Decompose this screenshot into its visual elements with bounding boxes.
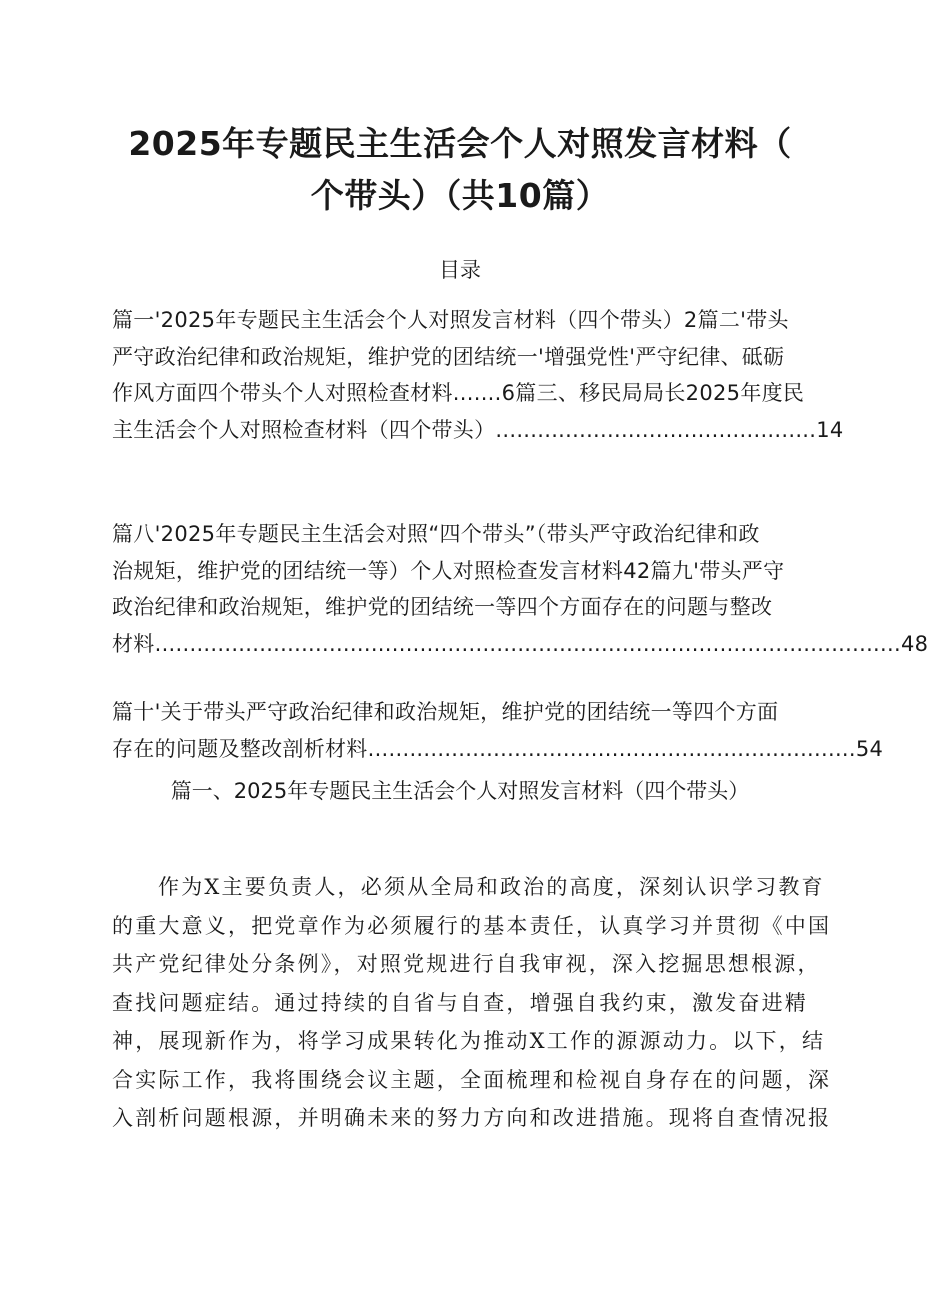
toc-line[interactable]: 材料...........................................................................................................48 <box>112 631 928 656</box>
toc-entry-group-1 <box>112 302 844 448</box>
toc-line[interactable]: 政治纪律和政治规矩，维护党的团结统一等四个方面存在的问题与整改 <box>112 595 773 619</box>
toc-line[interactable]: 严守政治纪律和政治规矩，维护党的团结统一'增强党性'严守纪律、砥砺 <box>112 344 785 369</box>
toc-line[interactable]: 作风方面四个带头个人对照检查材料.......6篇三、移民局局长2025年度民 <box>112 381 805 405</box>
body-line: 入剖析问题根源，并明确未来的努力方向和改进措施。现将自查情况报 <box>112 1106 832 1130</box>
body-line: 合实际工作，我将围绕会议主题，全面梳理和检视自身存在的问题，深 <box>112 1067 832 1092</box>
toc-entry-group-2 <box>112 516 928 662</box>
title-line-2: 个带头）（共10篇） <box>310 176 610 215</box>
toc-line[interactable]: 主生活会个人对照检查材料（四个带头）..............................................14 <box>112 417 844 442</box>
toc-heading: 目录 <box>439 258 481 282</box>
toc-line[interactable]: 治规矩，维护党的团结统一等）个人对照检查发言材料42篇九'带头严守 <box>112 558 785 583</box>
body-line: 的重大意义，把党章作为必须履行的基本责任，认真学习并贯彻《中国 <box>112 913 832 938</box>
title-line-1: 2025年专题民主生活会个人对照发言材料（ <box>128 124 792 163</box>
body-line: 查找问题症结。通过持续的自省与自查，增强自我约束，激发奋进精 <box>112 990 808 1015</box>
toc-line[interactable]: 篇一'2025年专题民主生活会个人对照发言材料（四个带头）2篇二'带头 <box>112 308 789 332</box>
body-line: 神，展现新作为，将学习成果转化为推动X工作的源源动力。以下，结 <box>112 1029 826 1053</box>
toc-line[interactable]: 存在的问题及整改剖析材料......................................................................54 <box>112 736 884 761</box>
body-line: 作为X主要负责人，必须从全局和政治的高度，深刻认识学习教育 <box>158 875 825 899</box>
toc-line[interactable]: 篇十'关于带头严守政治纪律和政治规矩，维护党的团结统一等四个方面 <box>112 700 779 724</box>
body-paragraph <box>112 868 838 1138</box>
section-heading: 篇一、2025年专题民主生活会个人对照发言材料（四个带头） <box>170 779 750 803</box>
document-title <box>110 118 810 222</box>
toc-line[interactable]: 篇八'2025年专题民主生活会对照“四个带头”（带头严守政治纪律和政 <box>112 522 760 546</box>
body-line: 共产党纪律处分条例》，对照党规进行自我审视，深入挖掘思想根源， <box>112 952 821 976</box>
toc-entry-group-3 <box>112 694 884 767</box>
